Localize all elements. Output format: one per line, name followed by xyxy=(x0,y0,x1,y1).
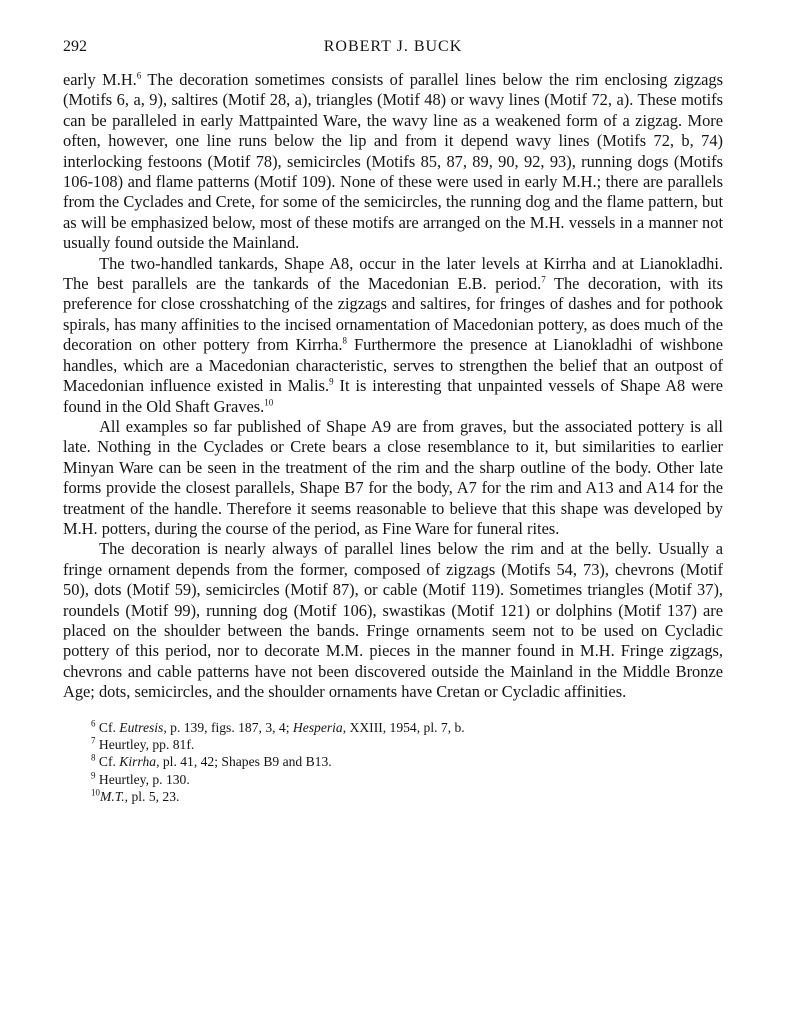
italic-title: Hesperia xyxy=(292,719,343,735)
footnote-ref: 8 xyxy=(91,752,96,763)
footnote xyxy=(91,736,723,753)
footnote-ref: 6 xyxy=(91,718,96,729)
footnote-ref: 9 xyxy=(329,376,334,387)
text-run: Heurtley, pp. 81f. xyxy=(95,737,195,752)
text-run: Heurtley, p. 130. xyxy=(95,771,190,787)
paragraph xyxy=(63,417,723,539)
page xyxy=(63,38,723,806)
italic-title: M.T. xyxy=(100,789,125,805)
text-run: All examples so far published of Shape A9 are from graves, but the associated pottery is all late. Nothing in the Cyclades or Crete bears a close resemblance to it, but similarities to earlier Minyan Ware can be seen in the treatment of the rim and the sharp outline of the body. Other late forms provide the closest parallels, Shape B7 for the body, A7 for the rim and A13 and A14 for the treatment of the handle. Therefore it seems reasonable to believe that this shape was developed by M.H. potters, during the course of the period, as Fine Ware for funeral rites. xyxy=(63,416,723,538)
text-run: The decoration sometimes consists of parallel lines below the rim enclosing zigzags (Motifs 6, a, 9), saltires (Motif 28, a), triangles (Motif 48) or wavy lines (Motif 72, a). These motifs can be paralleled in early Mattpainted Ware, the wavy line as a weakened form of a zigzag. More often, however, one line runs below the lip and from it depend wavy lines (Motifs 72, b, 74) interlocking festoons (Motif 78), semicircles (Motifs 85, 87, 89, 90, 92, 93), running dogs (Motifs 106-108) and flame patterns (Motif 109). None of these were used in early M.H.; there are parallels from the Cyclades and Crete, for some of the semicircles, the running dog and the flame pattern, but as will be emphasized below, most of these motifs are arranged on the M.H. vessels in a manner not usually found outside the Mainland. xyxy=(63,70,723,253)
footnote-ref: 10 xyxy=(264,397,274,408)
running-head xyxy=(63,38,723,60)
paragraph xyxy=(63,70,723,254)
text-run: Cf. xyxy=(95,754,120,770)
text-run: early M.H. xyxy=(63,70,137,89)
footnote xyxy=(91,771,723,788)
footnote-ref: 7 xyxy=(541,274,546,285)
page-number: 292 xyxy=(63,38,87,55)
text-run: , p. 139, figs. 187, 3, 4; xyxy=(163,719,293,735)
text-run: The decoration is nearly always of parallel lines below the rim and at the belly. Usually a fringe ornament depends from the former, composed of zigzags (Motifs 54, 73), chevrons (Motif 50), dots (Motif 59), semicircles (Motif 87), or cable (Motif 119). Sometimes triangles (Motif 37), roundels (Motif 99), running dog (Motif 106), swastikas (Motif 121) or dolphins (Motif 137) are placed on the shoulder between the bands. Fringe ornaments seem not to be used on Cycladic pottery of this period, nor to decorate M.M. pieces in the manner found in M.H. Fringe zigzags, chevrons and cable patterns have not been discovered outside the Mainland in the Middle Bronze Age; dots, semicircles, and the shoulder ornaments have Cretan or Cycladic affinities. xyxy=(63,539,723,702)
footnote xyxy=(91,719,723,736)
italic-title: Eutresis xyxy=(119,719,164,735)
text-run: , pl. 41, 42; Shapes B9 and B13. xyxy=(156,754,332,770)
text-run: , pl. 5, 23. xyxy=(124,789,180,805)
text-run: , XXIII, 1954, pl. 7, b. xyxy=(342,719,465,735)
text-run: The decoration, with its preference for close crosshatching of the zigzags and saltires, for fringes of dashes and for pothook spirals, has many affinities to the incised ornamentation of Macedonian pottery, as does much of the decoration on other pottery from Kirrha. xyxy=(63,274,723,355)
footnote-ref: 6 xyxy=(136,70,142,81)
text-run: Cf. xyxy=(95,719,120,735)
footnote-ref: 10 xyxy=(91,787,100,798)
footnote-ref: 8 xyxy=(342,335,348,346)
text-run: It is interesting that unpainted vessels of Shape A8 were found in the Old Shaft Graves. xyxy=(63,376,723,416)
footnote-ref: 7 xyxy=(91,735,96,746)
text-run: Furthermore the presence at Lianokladhi of wishbone handles, which are a Macedonian characteristic, serves to strengthen the belief that an outpost of Macedonian influence existed in Malis. xyxy=(63,335,723,396)
paragraph xyxy=(63,254,723,417)
body-text xyxy=(63,70,723,703)
text-run: The two-handled tankards, Shape A8, occur in the later levels at Kirrha and at Lianokladhi. The best parallels are the tankards of the Macedonian E.B. period. xyxy=(63,253,723,294)
footnote-ref: 9 xyxy=(91,770,96,781)
running-title: ROBERT J. BUCK xyxy=(323,38,463,55)
paragraph xyxy=(63,539,723,702)
italic-title: Kirrha xyxy=(119,754,157,770)
footnote xyxy=(91,788,723,805)
footnote xyxy=(91,753,723,770)
footnotes xyxy=(91,719,723,806)
